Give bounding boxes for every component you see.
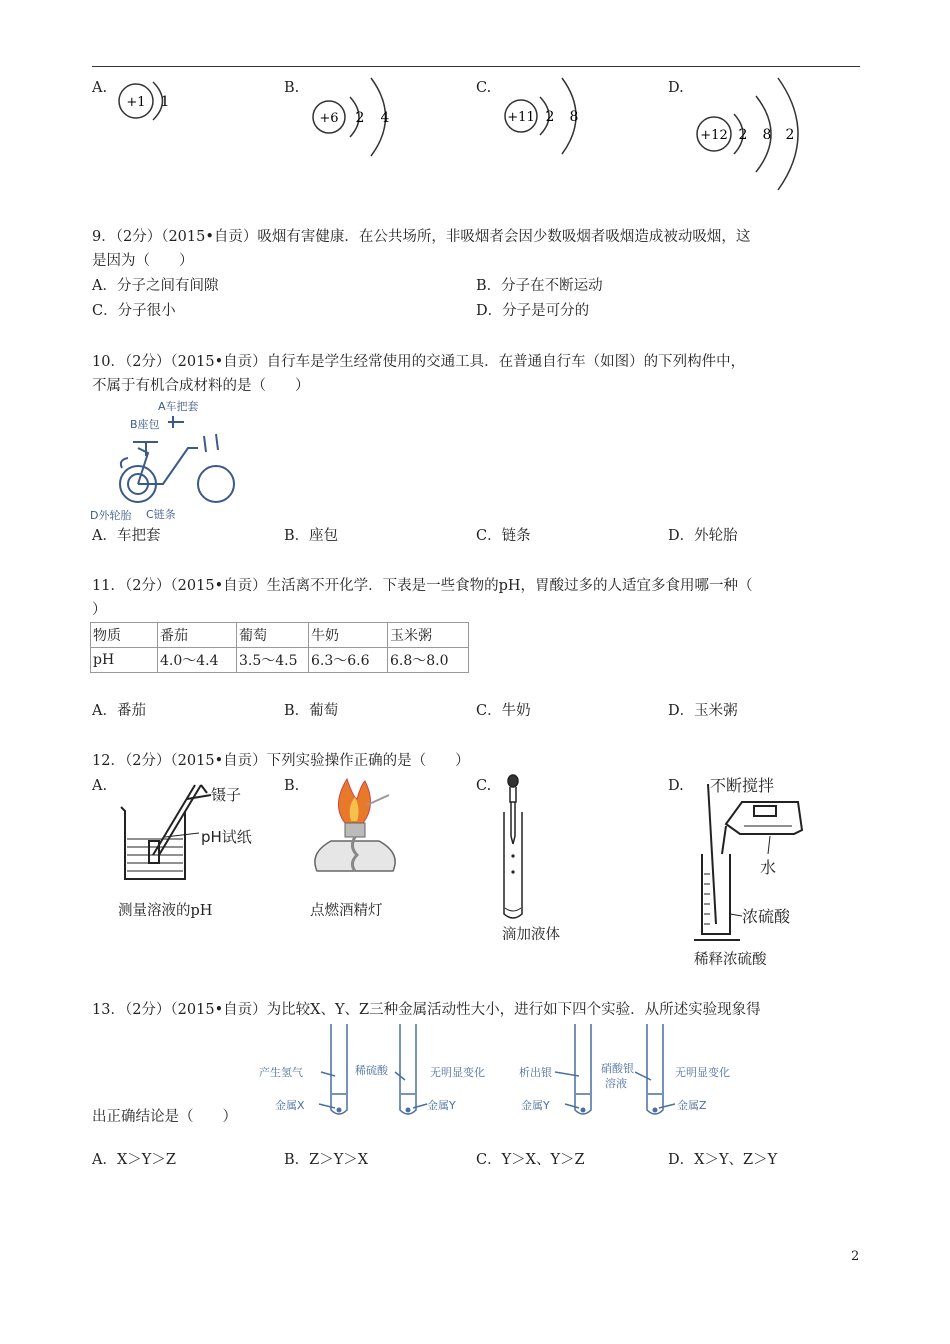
atom-c-shell-1: 2: [545, 109, 555, 125]
bike-label-saddle: B座包: [130, 418, 160, 431]
fig-add-liquid: [494, 772, 534, 922]
atom-d-nucleus: +12: [700, 128, 728, 143]
atom-diagrams: [0, 0, 950, 200]
q10-option-d: D．外轮胎: [668, 528, 738, 544]
table-cell: 物质: [91, 623, 158, 648]
table-cell: 4.0～4.4: [158, 648, 237, 673]
test-label-no-change-2: 无明显变化: [675, 1066, 730, 1079]
q11-stem-line2: ）: [92, 602, 107, 618]
q10-option-a: A．车把套: [92, 528, 161, 544]
atom-b-shell-2: 4: [380, 110, 390, 126]
atom-d-shell-1: 2: [738, 127, 748, 143]
q13-option-c: C．Y＞X、Y＞Z: [476, 1152, 585, 1168]
q10-option-b: B．座包: [284, 528, 339, 544]
table-cell: 3.5～4.5: [237, 648, 309, 673]
table-cell: 玉米粥: [388, 623, 469, 648]
q13-stem-line2: 出正确结论是（ ）: [92, 1109, 237, 1125]
test-label-agno3: 硝酸银: [601, 1062, 634, 1075]
q11-option-b: B．葡萄: [284, 703, 339, 719]
table-cell: 葡萄: [237, 623, 309, 648]
label-tweezers: 镊子: [211, 786, 242, 804]
label-water: 水: [760, 858, 777, 877]
q11-stem-line1: 11．（2分）（2015•自贡）生活离不开化学．下表是一些食物的pH，胃酸过多的人适宜多食用哪一种（: [92, 578, 753, 594]
test-label-metal-z: 金属Z: [677, 1099, 707, 1112]
atom-c-shell-2: 8: [569, 109, 579, 125]
q9-option-d: D．分子是可分的: [476, 303, 590, 319]
test-label-metal-y2: 金属Y: [521, 1099, 550, 1112]
atom-d-shell-3: 2: [785, 127, 795, 143]
table-cell: 番茄: [158, 623, 237, 648]
caption-measure-ph: 测量溶液的pH: [118, 903, 213, 919]
atom-b-shell-1: 2: [355, 110, 365, 126]
q8-option-c-label: C.: [476, 80, 492, 96]
table-cell: 6.3～6.6: [309, 648, 388, 673]
q13-option-a: A．X＞Y＞Z: [92, 1152, 176, 1168]
atom-b-nucleus: +6: [319, 111, 339, 126]
atom-a-shell-1: 1: [160, 94, 170, 110]
q12-option-c-label: C.: [476, 778, 492, 794]
q13-option-d: D．X＞Y、Z＞Y: [668, 1152, 778, 1168]
atom-d-shell-2: 8: [762, 127, 772, 143]
fig-alcohol-lamp: [305, 775, 405, 885]
test-label-h2: 产生氢气: [259, 1066, 303, 1079]
atom-c-nucleus: +11: [507, 110, 535, 125]
q9-option-b: B．分子在不断运动: [476, 278, 603, 294]
test-label-h2so4: 稀硫酸: [355, 1064, 388, 1077]
label-keep-stirring: 不断搅拌: [710, 776, 775, 795]
q10-stem-line2: 不属于有机合成材料的是（ ）: [92, 378, 310, 394]
label-ph-paper: pH试纸: [201, 828, 252, 846]
q13-stem-line1: 13．（2分）（2015•自贡）为比较X、Y、Z三种金属活动性大小，进行如下四个实验．从所述实验现象得: [92, 1002, 761, 1018]
q8-option-b-label: B.: [284, 80, 300, 96]
q11-option-d: D．玉米粥: [668, 703, 738, 719]
q11-option-c: C．牛奶: [476, 703, 531, 719]
q12-stem: 12．（2分）（2015•自贡）下列实验操作正确的是（ ）: [92, 753, 470, 769]
q12-option-b-label: B.: [284, 778, 300, 794]
table-header-row: [91, 623, 469, 648]
caption-add-liquid: 滴加液体: [502, 927, 560, 943]
q9-stem-line2: 是因为（ ）: [92, 253, 194, 269]
test-label-silver: 析出银: [519, 1066, 552, 1079]
q9-option-c: C．分子很小: [92, 303, 176, 319]
table-row: [91, 648, 469, 673]
table-cell: 牛奶: [309, 623, 388, 648]
q9-stem-line1: 9．（2分）（2015•自贡）吸烟有害健康．在公共场所，非吸烟者会因少数吸烟者吸烟造成被动吸烟，这: [92, 229, 751, 245]
caption-dilute-acid: 稀释浓硫酸: [694, 952, 767, 968]
table-cell: 6.8～8.0: [388, 648, 469, 673]
bike-label-handle-grip: A车把套: [158, 400, 199, 413]
atom-a-nucleus: +1: [126, 95, 146, 110]
test-label-metal-x: 金属X: [275, 1099, 305, 1112]
bicycle-figure: [88, 398, 248, 523]
q12-option-a-label: A.: [92, 778, 108, 794]
q8-option-d-label: D.: [668, 80, 684, 96]
table-cell: pH: [91, 648, 158, 673]
test-label-metal-y1: 金属Y: [427, 1099, 456, 1112]
fig-measure-ph: [115, 775, 275, 885]
test-label-solution: 溶液: [605, 1077, 627, 1090]
q10-option-c: C．链条: [476, 528, 531, 544]
fig-dilute-acid: [690, 774, 830, 944]
caption-light-lamp: 点燃酒精灯: [310, 903, 383, 919]
ph-table: [90, 622, 469, 673]
fig-metal-tests: [255, 1020, 755, 1120]
q10-stem-line1: 10．（2分）（2015•自贡）自行车是学生经常使用的交通工具．在普通自行车（如图）的下列构件中，: [92, 354, 746, 370]
bike-label-chain: C链条: [146, 508, 176, 521]
q8-option-a-label: A.: [92, 80, 108, 96]
test-label-no-change-1: 无明显变化: [430, 1066, 485, 1079]
label-conc-acid: 浓硫酸: [742, 907, 791, 926]
q13-option-b: B．Z＞Y＞X: [284, 1152, 369, 1168]
q11-option-a: A．番茄: [92, 703, 146, 719]
q12-option-d-label: D.: [668, 778, 684, 794]
q9-option-a: A．分子之间有间隙: [92, 278, 219, 294]
bike-label-tire: D外轮胎: [90, 509, 132, 522]
page-number: 2: [851, 1249, 860, 1264]
